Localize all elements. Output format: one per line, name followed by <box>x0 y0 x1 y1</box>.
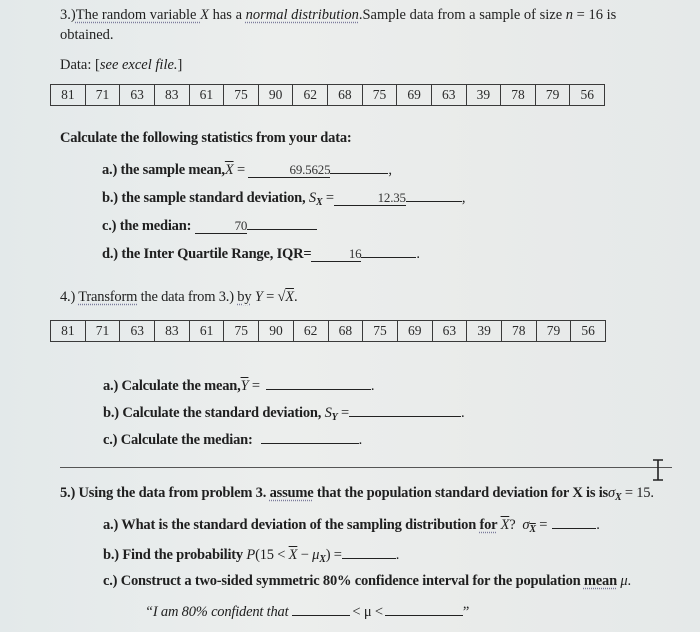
data-cell: 56 <box>571 321 606 342</box>
var-x: X <box>285 289 294 305</box>
for-word: for <box>479 517 498 533</box>
item-end: . <box>293 289 298 305</box>
equals: = <box>248 378 260 394</box>
table-row <box>51 321 606 342</box>
data-cell: 75 <box>224 85 259 106</box>
data-cell: 69 <box>397 321 432 342</box>
item-end: . <box>395 547 400 563</box>
data-cell: 62 <box>293 85 328 106</box>
item-b-label: b.) Calculate the standard deviation, <box>103 405 325 421</box>
xbar-symbol: $\overline{X}$ <box>500 517 510 533</box>
minus: − <box>297 547 313 563</box>
data-cell: 62 <box>293 321 328 342</box>
question-mark: ? <box>509 517 516 533</box>
intro-text-3: .Sample data from a sample of size <box>358 7 566 23</box>
answer-sample-sd[interactable]: 12.35 <box>334 191 406 206</box>
data-cell: 83 <box>154 85 189 106</box>
problem5-text1: Using the data from <box>75 485 202 501</box>
sigma-subscript: X <box>614 492 622 503</box>
data-cell: 90 <box>258 85 293 106</box>
item-end: . <box>370 378 375 394</box>
item-a-label: a.) What is the standard deviation of the sampling distribution <box>103 517 480 533</box>
item-end: , <box>388 162 392 178</box>
problem3-item-b <box>102 187 465 208</box>
calc-heading: Calculate the following statistics from your data: <box>60 130 352 146</box>
confidence-statement <box>145 601 469 621</box>
problem4-item-a <box>103 375 374 395</box>
problem4-text: the data from 3.) <box>137 289 238 305</box>
answer-ci-lower[interactable] <box>292 601 350 616</box>
data-cell: 56 <box>570 85 605 106</box>
equals: = <box>337 405 349 421</box>
problem3-item-c <box>102 215 317 235</box>
data-cell: 78 <box>501 321 536 342</box>
equals: = <box>262 289 278 305</box>
quote-close: ” <box>462 604 470 620</box>
answer-sd-y[interactable] <box>349 402 461 417</box>
s-symbol: S <box>324 405 332 421</box>
problem5-intro <box>60 485 654 503</box>
var-x: X <box>200 7 209 23</box>
data-label-text: Data: [ <box>60 57 100 73</box>
problem3-intro-line2: obtained. <box>60 27 114 43</box>
answer-blank-tail <box>330 159 388 174</box>
item-c-label: c.) the median: <box>102 218 192 234</box>
formula-close: ) = <box>325 547 342 563</box>
answer-sigma-xbar[interactable] <box>552 514 596 529</box>
data-cell: 83 <box>155 321 190 342</box>
answer-sample-mean[interactable]: 69.5625 <box>248 163 330 178</box>
data-cell: 61 <box>189 321 224 342</box>
equals: = <box>535 517 548 533</box>
data-cell: 71 <box>85 85 120 106</box>
item-b-label: b.) Find the probability <box>103 547 247 563</box>
item-end: . <box>627 573 631 589</box>
item-a-label: a.) the sample mean, <box>102 162 225 178</box>
mu-symbol: μ <box>312 547 320 563</box>
problem5-item-c <box>103 573 631 590</box>
data-table-problem4 <box>50 320 606 342</box>
quote-open: “I am 80% confident that <box>145 604 289 620</box>
sqrt-icon: √ <box>277 289 286 305</box>
sigma-symbol: σ <box>607 485 615 501</box>
data-label <box>60 57 182 74</box>
xbar-symbol: $\overline{X}$ <box>224 162 234 178</box>
data-cell: 63 <box>120 85 155 106</box>
item-end: . <box>358 432 363 448</box>
data-cell: 68 <box>328 321 363 342</box>
ybar-symbol: $\overline{Y}$ <box>240 378 249 394</box>
item-c-label: c.) Construct a two-sided symmetric 80% confidence interval for the population <box>103 573 584 589</box>
intro-text-2: has a <box>208 7 246 23</box>
data-cell: 75 <box>363 321 398 342</box>
equals: = <box>233 162 249 178</box>
problem3-number: 3.) <box>60 7 76 23</box>
data-close: ] <box>177 57 183 73</box>
problem5-text2: . <box>262 485 270 501</box>
answer-blank-tail <box>406 187 462 202</box>
text-cursor-ibeam-icon <box>651 459 665 481</box>
transform-word: Transform <box>78 289 138 305</box>
item-a-label: a.) Calculate the mean, <box>103 378 241 394</box>
sigma-symbol: σ <box>522 517 530 533</box>
item-d-label: d.) the Inter Quartile Range, IQR= <box>102 246 312 262</box>
data-cell: 78 <box>501 85 536 106</box>
answer-median-y[interactable] <box>261 429 359 444</box>
answer-probability[interactable] <box>342 544 396 559</box>
item-end: , <box>461 190 466 206</box>
problem4-item-c <box>103 429 362 449</box>
data-cell: 79 <box>536 321 571 342</box>
s-symbol: S <box>308 190 316 206</box>
problem-ref: problem 3 <box>201 485 263 501</box>
var-n: n <box>565 7 574 23</box>
var-y: Y <box>254 289 263 305</box>
problem4-item-b <box>103 402 464 423</box>
answer-median[interactable]: 70 <box>195 219 247 234</box>
data-cell: 75 <box>224 321 259 342</box>
s-subscript: Y <box>331 412 338 423</box>
data-cell: 68 <box>328 85 363 106</box>
data-cell: 61 <box>189 85 224 106</box>
table-row <box>51 85 605 106</box>
equals: = <box>322 190 334 206</box>
mu-subscript: X <box>319 554 326 565</box>
by-word: by <box>237 289 252 305</box>
problem4-intro <box>60 289 297 306</box>
problem3-intro-text: The random variable <box>75 7 201 23</box>
problem5-number: 5.) <box>60 485 76 501</box>
inequality: < μ < <box>352 604 383 620</box>
problem4-number: 4.) <box>60 289 76 305</box>
problem3-item-a <box>102 159 392 179</box>
problem5-text3: that the population standard deviation for X is is <box>313 485 608 501</box>
assume-word: assume <box>269 485 314 501</box>
data-cell: 39 <box>467 321 502 342</box>
data-cell: 79 <box>535 85 570 106</box>
data-cell: 63 <box>432 321 467 342</box>
section-divider <box>60 467 672 468</box>
item-end: . <box>416 246 420 262</box>
data-cell: 63 <box>431 85 466 106</box>
item-b-label: b.) the sample standard deviation, <box>102 190 309 206</box>
n-equals: = 16 is <box>573 7 617 23</box>
problem3-intro-line1 <box>60 7 616 24</box>
item-end: . <box>460 405 465 421</box>
s-subscript: X <box>315 197 323 208</box>
data-cell: 75 <box>362 85 397 106</box>
problem5-item-a <box>103 514 600 535</box>
sigma-value: = 15. <box>621 485 654 501</box>
data-cell: 81 <box>51 85 86 106</box>
mean-word: mean <box>583 573 617 589</box>
problem3-item-d <box>102 243 420 263</box>
formula-open: (15 < <box>255 547 289 563</box>
answer-ci-upper[interactable] <box>385 601 463 616</box>
data-cell: 81 <box>51 321 86 342</box>
data-cell: 90 <box>259 321 294 342</box>
problem5-item-b <box>103 544 399 565</box>
answer-mean-y[interactable] <box>266 375 371 390</box>
sigma-subscript: X <box>529 524 536 535</box>
item-end: . <box>596 517 600 533</box>
answer-blank-tail <box>247 215 317 230</box>
data-cell: 63 <box>120 321 155 342</box>
data-cell: 71 <box>85 321 120 342</box>
answer-iqr[interactable]: 16 <box>311 247 361 262</box>
distribution-name: normal distribution <box>245 7 359 23</box>
data-table-problem3 <box>50 84 605 106</box>
mu-symbol: μ <box>616 573 628 589</box>
data-cell: 39 <box>466 85 501 106</box>
data-cell: 69 <box>397 85 432 106</box>
answer-blank-tail <box>361 243 416 258</box>
item-c-label: c.) Calculate the median: <box>103 432 253 448</box>
probability-p: P <box>246 547 256 563</box>
data-note: see excel file. <box>99 57 178 73</box>
xbar-symbol: $\overline{X}$ <box>288 547 298 563</box>
